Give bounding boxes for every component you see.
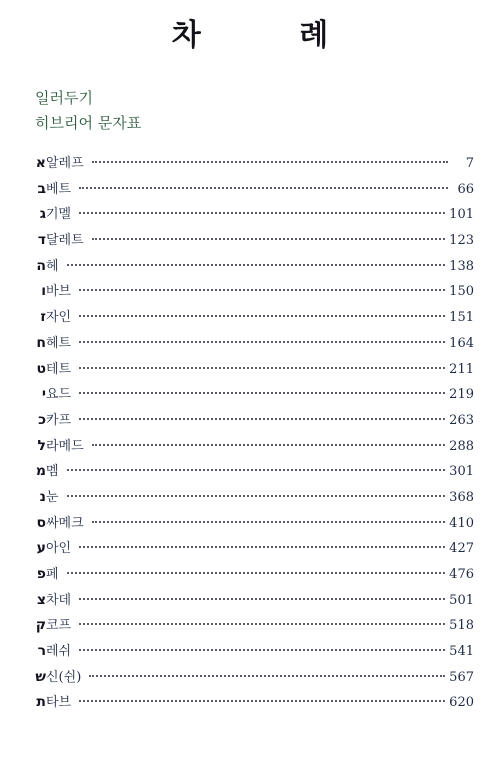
toc-entry-hebrew-letter: ל <box>37 437 46 454</box>
toc-entry-page-number: 101 <box>449 207 474 223</box>
toc-leader-dots <box>79 598 445 600</box>
front-matter-item-alphabet-table[interactable]: 히브리어 문자표 <box>35 114 142 132</box>
toc-leader-dots <box>67 469 446 471</box>
toc-leader-dots <box>79 546 445 548</box>
toc-leader-dots <box>79 367 445 369</box>
toc-entry-title: 헤트 <box>46 335 72 351</box>
toc-entry-hebrew-letter: צ <box>36 591 46 608</box>
toc-entry-page-number: 301 <box>449 464 474 480</box>
toc-leader-dots <box>92 521 445 523</box>
toc-entry-hebrew-letter: ד <box>37 232 46 249</box>
toc-entry[interactable] <box>26 640 474 666</box>
toc-entry-title: 테트 <box>46 361 72 377</box>
toc-entry[interactable] <box>26 332 474 358</box>
toc-leader-dots <box>92 161 448 163</box>
toc-leader-dots <box>67 264 446 266</box>
toc-entry[interactable] <box>26 383 474 409</box>
toc-entry-title: 차데 <box>46 592 72 608</box>
toc-entry-title: 아인 <box>46 541 72 557</box>
toc-entry[interactable] <box>26 614 474 640</box>
toc-leader-dots <box>67 572 446 574</box>
toc-entry-hebrew-letter: ב <box>37 180 46 197</box>
toc-entry-page-number: 518 <box>449 618 474 634</box>
toc-entry-page-number: 219 <box>449 387 474 403</box>
table-of-contents <box>26 152 474 717</box>
toc-entry[interactable] <box>26 358 474 384</box>
toc-entry-title: 눈 <box>46 489 59 505</box>
toc-leader-dots <box>79 341 445 343</box>
toc-entry-title: 카프 <box>46 412 72 428</box>
toc-entry-page-number: 123 <box>449 233 474 249</box>
toc-entry-title: 신(쉰) <box>46 669 82 685</box>
toc-entry-hebrew-letter: ע <box>36 540 46 557</box>
toc-entry-title: 멤 <box>46 464 59 480</box>
toc-entry[interactable] <box>26 563 474 589</box>
toc-entry-title: 헤 <box>46 258 59 274</box>
toc-entry-hebrew-letter: ס <box>36 514 46 531</box>
toc-entry[interactable] <box>26 178 474 204</box>
toc-entry[interactable] <box>26 486 474 512</box>
toc-leader-dots <box>79 418 445 420</box>
toc-entry-title: 바브 <box>46 284 72 300</box>
toc-entry-hebrew-letter: י <box>41 386 46 403</box>
toc-leader-dots <box>92 238 445 240</box>
toc-entry[interactable] <box>26 203 474 229</box>
toc-entry-hebrew-letter: ז <box>40 309 46 326</box>
toc-entry[interactable] <box>26 280 474 306</box>
toc-entry[interactable] <box>26 460 474 486</box>
toc-entry-title: 라메드 <box>46 438 84 454</box>
toc-leader-dots <box>79 289 445 291</box>
toc-entry[interactable] <box>26 666 474 692</box>
toc-entry[interactable] <box>26 255 474 281</box>
front-matter-item-notes[interactable]: 일러두기 <box>35 89 93 107</box>
toc-entry-title: 레쉬 <box>46 644 72 660</box>
toc-entry[interactable] <box>26 691 474 717</box>
toc-leader-dots <box>79 392 445 394</box>
toc-leader-dots <box>79 212 445 214</box>
toc-entry-hebrew-letter: מ <box>35 463 46 480</box>
toc-entry-page-number: 368 <box>449 489 474 505</box>
toc-entry-hebrew-letter: ק <box>35 617 46 634</box>
toc-entry-page-number: 263 <box>449 412 474 428</box>
toc-entry-page-number: 427 <box>449 541 474 557</box>
toc-entry-page-number: 150 <box>449 284 474 300</box>
toc-entry-page-number: 410 <box>449 515 474 531</box>
toc-entry-hebrew-letter: ט <box>36 360 46 377</box>
toc-entry-page-number: 7 <box>465 156 474 171</box>
toc-entry-title: 베트 <box>46 181 72 197</box>
toc-entry[interactable] <box>26 409 474 435</box>
toc-entry-hebrew-letter: כ <box>38 411 46 428</box>
toc-leader-dots <box>67 495 446 497</box>
toc-leader-dots <box>92 444 445 446</box>
toc-entry-title: 코프 <box>46 618 72 634</box>
toc-entry[interactable] <box>26 306 474 332</box>
toc-entry-hebrew-letter: ג <box>39 206 46 223</box>
toc-entry-page-number: 541 <box>449 644 474 660</box>
toc-entry-page-number: 567 <box>449 669 474 685</box>
toc-entry-page-number: 501 <box>449 592 474 608</box>
toc-entry-hebrew-letter: ח <box>36 334 46 351</box>
toc-entry-title: 알레프 <box>46 156 84 171</box>
toc-entry-hebrew-letter: ש <box>35 668 46 685</box>
toc-entry-page-number: 620 <box>449 695 474 711</box>
toc-leader-dots <box>79 649 445 651</box>
toc-leader-dots <box>79 315 445 317</box>
toc-entry-page-number: 164 <box>449 335 474 351</box>
toc-entry-title: 싸메크 <box>46 515 84 531</box>
toc-entry-title: 기멜 <box>46 207 72 223</box>
toc-entry-hebrew-letter: ר <box>37 643 46 660</box>
toc-entry-title: 자인 <box>46 310 72 326</box>
toc-entry-hebrew-letter: ו <box>41 283 46 300</box>
front-matter <box>35 86 141 136</box>
toc-entry-hebrew-letter: ת <box>36 694 46 711</box>
toc-entry[interactable] <box>26 537 474 563</box>
toc-entry-page-number: 138 <box>449 258 474 274</box>
toc-entry-page-number: 476 <box>449 567 474 582</box>
toc-leader-dots <box>79 187 448 189</box>
toc-entry-page-number: 288 <box>449 438 474 454</box>
toc-entry-title: 페 <box>46 567 59 582</box>
toc-entry[interactable] <box>26 589 474 615</box>
toc-entry-title: 타브 <box>46 695 72 711</box>
toc-entry-hebrew-letter: פ <box>36 566 46 582</box>
toc-leader-dots <box>79 623 445 625</box>
toc-entry-title: 요드 <box>46 387 72 403</box>
toc-entry-title: 달레트 <box>46 233 84 249</box>
toc-entry-page-number: 151 <box>449 310 474 326</box>
toc-entry[interactable] <box>26 229 474 255</box>
toc-entry[interactable] <box>26 512 474 538</box>
toc-leader-dots <box>89 675 445 677</box>
toc-entry[interactable] <box>26 152 474 178</box>
toc-leader-dots <box>79 700 445 702</box>
page-title: 차 례 <box>171 18 373 53</box>
toc-entry-hebrew-letter: א <box>35 155 46 171</box>
toc-entry[interactable] <box>26 435 474 461</box>
toc-entry-page-number: 66 <box>457 181 474 197</box>
toc-entry-hebrew-letter: ה <box>36 257 46 274</box>
toc-entry-hebrew-letter: נ <box>39 488 46 505</box>
toc-entry-page-number: 211 <box>449 361 474 377</box>
